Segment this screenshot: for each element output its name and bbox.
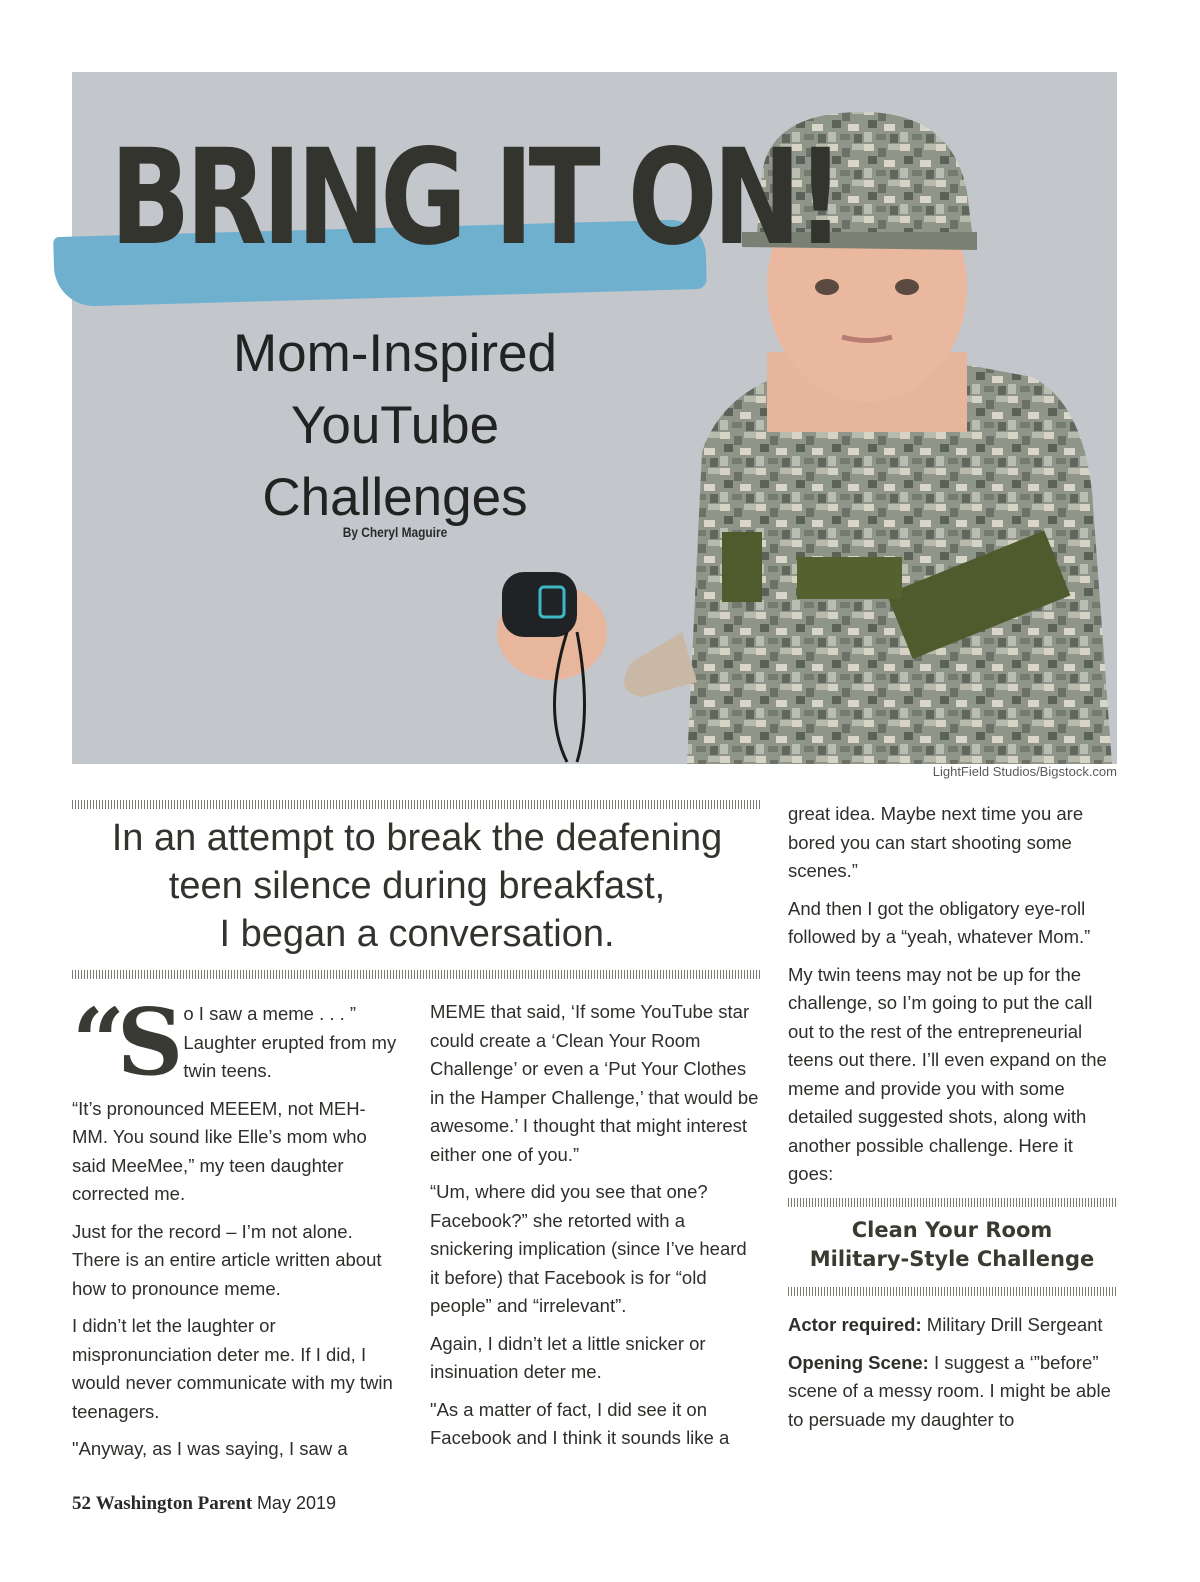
byline: By Cheryl Maguire	[342, 524, 448, 540]
paragraph	[72, 988, 397, 1096]
section-rule-top	[788, 1198, 1118, 1207]
pullquote-rule-bottom	[72, 970, 762, 979]
drop-cap: “S	[72, 988, 176, 1096]
paragraph: Again, I didn’t let a little snicker or insinuation deter me.	[430, 1332, 706, 1382]
headline: BRING IT ON!	[110, 121, 840, 275]
article-column-1	[72, 988, 397, 1473]
paragraph: "Anyway, as I was saying, I saw a	[72, 1438, 348, 1459]
paragraph-text: Military Drill Sergeant	[921, 1314, 1103, 1335]
pullquote-line: In an attempt to break the deafening	[111, 817, 723, 859]
paragraph: And then I got the obligatory eye-roll followed by a “yeah, whatever Mom.”	[788, 897, 1091, 947]
subtitle-line: YouTube	[290, 396, 500, 455]
photo-credit: LightField Studios/Bigstock.com	[932, 764, 1117, 779]
pullquote-rule-top	[72, 800, 762, 809]
paragraph-label: Opening Scene:	[788, 1351, 929, 1373]
magazine-name: Washington Parent	[95, 1493, 253, 1514]
paragraph: MEME that said, ‘If some YouTube star could create a ‘Clean Your Room Challenge’ or even a ‘Put Your Clothes in the Hamper Challenge,’ that would be awesome.’ I thought that might interest either one of you.”	[430, 1001, 759, 1165]
paragraph: "As a matter of fact, I did see it on Facebook and I think it sounds like a	[430, 1398, 730, 1448]
article-column-3	[788, 800, 1118, 1198]
paragraph-text: I suggest a ‘”before” scene of a messy room. I might be able to persuade my daughter to	[788, 1351, 1111, 1430]
page-footer	[72, 1493, 336, 1515]
opening-text: o I saw a meme . . . ” Laughter erupted from my twin teens.	[183, 1003, 397, 1081]
article-column-3-cont	[788, 1311, 1118, 1443]
pullquote-line: teen silence during breakfast,	[168, 865, 666, 907]
section-rule-bottom	[788, 1287, 1118, 1296]
subtitle	[200, 318, 590, 534]
page-number: 52	[72, 1493, 91, 1514]
pullquote-line: I began a conversation.	[219, 913, 615, 955]
paragraph: I didn’t let the laughter or mispronunciation deter me. If I did, I would never communicate with my twin teenagers.	[72, 1315, 393, 1422]
labeled-paragraph	[788, 1349, 1118, 1435]
paragraph-label: Actor required:	[788, 1314, 922, 1335]
pullquote	[72, 814, 762, 958]
subtitle-line: Challenges	[262, 468, 528, 527]
paragraph: great idea. Maybe next time you are bored you can start shooting some scenes.”	[788, 803, 1084, 881]
issue-date: May 2019	[256, 1493, 336, 1513]
paragraph: Just for the record – I’m not alone. There is an entire article written about how to pronounce meme.	[72, 1220, 382, 1299]
subtitle-line: Mom-Inspired	[233, 324, 557, 383]
paragraph: My twin teens may not be up for the challenge, so I’m going to put the call out to the rest of the entrepreneurial teens out there. I’ll even expand on the meme and provide you with some detailed suggested shots, along with another possible challenge. Here it goes:	[788, 963, 1107, 1184]
paragraph: “It’s pronounced MEEEM, not MEH-MM. You sound like Elle’s mom who said MeeMee,” my teen daughter corrected me.	[72, 1097, 367, 1204]
section-title-line: Military-Style Challenge	[809, 1247, 1095, 1271]
section-title-line: Clean Your Room	[851, 1218, 1053, 1242]
section-title	[786, 1216, 1118, 1274]
labeled-paragraph	[788, 1311, 1118, 1340]
article-column-2	[430, 998, 760, 1462]
paragraph: “Um, where did you see that one? Facebook?” she retorted with a snickering implication (since I’ve heard it before) that Facebook is for “old people” and “irrelevant”.	[430, 1181, 747, 1316]
